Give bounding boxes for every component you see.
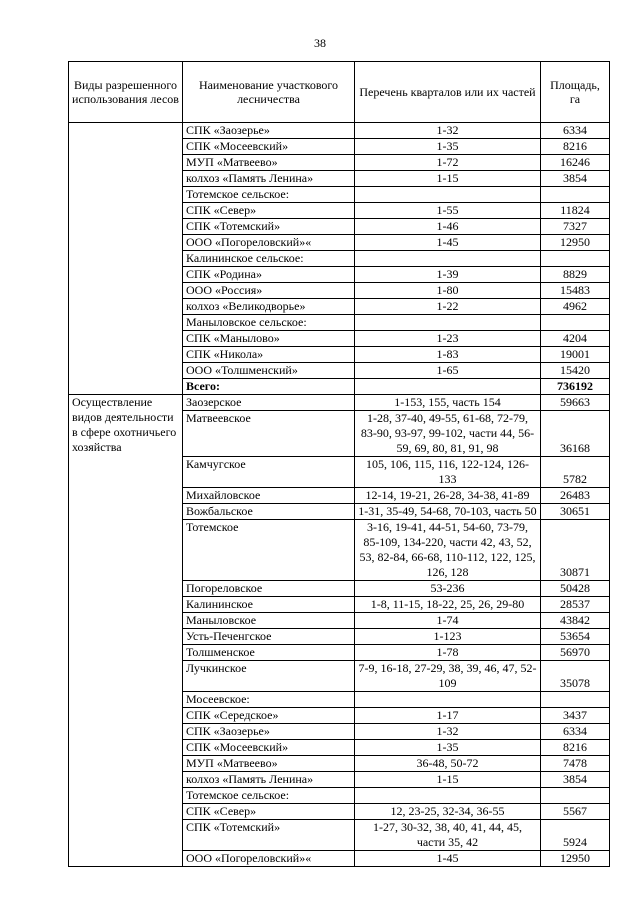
- forestry-name-cell: колхоз «Память Ленина»: [183, 171, 355, 187]
- forestry-name-cell: Маныловское: [183, 613, 355, 629]
- forestry-name-cell: СПК «Заозерье»: [183, 123, 355, 139]
- forestry-name-cell: Толшменское: [183, 645, 355, 661]
- quarters-cell: 1-72: [355, 155, 541, 171]
- forestry-name-cell: СПК «Никола»: [183, 347, 355, 363]
- quarters-cell: 7-9, 16-18, 27-29, 38, 39, 46, 47, 52-109: [355, 661, 541, 692]
- quarters-cell: 1-32: [355, 724, 541, 740]
- forestry-name-cell: Лучкинское: [183, 661, 355, 692]
- table-body: [69, 123, 610, 867]
- area-cell: 5924: [541, 820, 610, 851]
- forestry-name-cell: Маныловское сельское:: [183, 315, 355, 331]
- area-cell: 5567: [541, 804, 610, 820]
- forestry-name-cell: МУП «Матвеево»: [183, 756, 355, 772]
- forestry-name-cell: Погореловское: [183, 581, 355, 597]
- quarters-cell: 1-17: [355, 708, 541, 724]
- quarters-cell: 1-39: [355, 267, 541, 283]
- area-cell: 11824: [541, 203, 610, 219]
- forestry-name-cell: СПК «Тотемский»: [183, 820, 355, 851]
- quarters-cell: 1-55: [355, 203, 541, 219]
- quarters-cell: [355, 187, 541, 203]
- quarters-cell: 1-45: [355, 235, 541, 251]
- forestry-name-cell: СПК «Мосеевский»: [183, 139, 355, 155]
- forestry-name-cell: Матвеевское: [183, 411, 355, 457]
- forestry-name-cell: ООО «Погореловский»«: [183, 851, 355, 867]
- area-cell: [541, 187, 610, 203]
- area-cell: 56970: [541, 645, 610, 661]
- area-cell: 3854: [541, 171, 610, 187]
- area-cell: 16246: [541, 155, 610, 171]
- area-cell: 8216: [541, 740, 610, 756]
- quarters-cell: 1-46: [355, 219, 541, 235]
- forestry-name-cell: Тотемское сельское:: [183, 788, 355, 804]
- forestry-name-cell: ООО «Толшменский»: [183, 363, 355, 379]
- quarters-cell: 1-28, 37-40, 49-55, 61-68, 72-79, 83-90, 93-97, 99-102, части 44, 56-59, 69, 80, 81, 91, 98: [355, 411, 541, 457]
- forestry-name-cell: СПК «Мосеевский»: [183, 740, 355, 756]
- forest-use-table: [68, 61, 610, 867]
- header-row: [69, 62, 610, 123]
- area-cell: 26483: [541, 488, 610, 504]
- forestry-name-cell: Калининское сельское:: [183, 251, 355, 267]
- area-cell: 19001: [541, 347, 610, 363]
- use-type-cell: [69, 123, 183, 395]
- quarters-cell: 1-8, 11-15, 18-22, 25, 26, 29-80: [355, 597, 541, 613]
- area-cell: 35078: [541, 661, 610, 692]
- forestry-name-cell: колхоз «Память Ленина»: [183, 772, 355, 788]
- table-row: [69, 123, 610, 139]
- forestry-name-cell: Усть-Печенгское: [183, 629, 355, 645]
- forestry-name-cell: Заозерское: [183, 395, 355, 411]
- header-area: Площадь, га: [541, 62, 610, 123]
- forestry-name-cell: Тотемское сельское:: [183, 187, 355, 203]
- quarters-cell: 105, 106, 115, 116, 122-124, 126-133: [355, 457, 541, 488]
- quarters-cell: [355, 379, 541, 395]
- area-cell: 59663: [541, 395, 610, 411]
- quarters-cell: 1-80: [355, 283, 541, 299]
- quarters-cell: 1-65: [355, 363, 541, 379]
- area-cell: 4204: [541, 331, 610, 347]
- header-forestry-name: Наименование участкового лесничества: [183, 62, 355, 123]
- quarters-cell: 1-31, 35-49, 54-68, 70-103, часть 50: [355, 504, 541, 520]
- header-quarters: Перечень кварталов или их частей: [355, 62, 541, 123]
- forestry-name-cell: колхоз «Великодворье»: [183, 299, 355, 315]
- quarters-cell: 1-23: [355, 331, 541, 347]
- forestry-name-cell: СПК «Тотемский»: [183, 219, 355, 235]
- quarters-cell: 12, 23-25, 32-34, 36-55: [355, 804, 541, 820]
- area-cell: 4962: [541, 299, 610, 315]
- quarters-cell: 1-35: [355, 740, 541, 756]
- area-cell: 736192: [541, 379, 610, 395]
- area-cell: 15483: [541, 283, 610, 299]
- quarters-cell: [355, 315, 541, 331]
- area-cell: 15420: [541, 363, 610, 379]
- quarters-cell: [355, 788, 541, 804]
- area-cell: [541, 251, 610, 267]
- quarters-cell: 1-22: [355, 299, 541, 315]
- forestry-name-cell: Всего:: [183, 379, 355, 395]
- area-cell: 8216: [541, 139, 610, 155]
- forestry-name-cell: СПК «Север»: [183, 804, 355, 820]
- quarters-cell: 12-14, 19-21, 26-28, 34-38, 41-89: [355, 488, 541, 504]
- forestry-name-cell: СПК «Север»: [183, 203, 355, 219]
- forestry-name-cell: СПК «Середское»: [183, 708, 355, 724]
- quarters-cell: 1-15: [355, 171, 541, 187]
- area-cell: 12950: [541, 851, 610, 867]
- area-cell: 5782: [541, 457, 610, 488]
- area-cell: [541, 315, 610, 331]
- quarters-cell: 1-123: [355, 629, 541, 645]
- quarters-cell: 1-32: [355, 123, 541, 139]
- quarters-cell: 53-236: [355, 581, 541, 597]
- area-cell: 43842: [541, 613, 610, 629]
- forestry-name-cell: Калининское: [183, 597, 355, 613]
- area-cell: 6334: [541, 724, 610, 740]
- area-cell: 7327: [541, 219, 610, 235]
- area-cell: 30871: [541, 520, 610, 581]
- area-cell: 28537: [541, 597, 610, 613]
- area-cell: 50428: [541, 581, 610, 597]
- quarters-cell: 1-153, 155, часть 154: [355, 395, 541, 411]
- quarters-cell: 1-35: [355, 139, 541, 155]
- quarters-cell: 1-15: [355, 772, 541, 788]
- use-type-cell: Осуществление видов деятельности в сфере охотничьего хозяйства: [69, 395, 183, 867]
- area-cell: 6334: [541, 123, 610, 139]
- table-row: [69, 395, 610, 411]
- forestry-name-cell: Тотемское: [183, 520, 355, 581]
- quarters-cell: 1-45: [355, 851, 541, 867]
- area-cell: 3854: [541, 772, 610, 788]
- page-number: 38: [314, 36, 326, 50]
- forestry-name-cell: СПК «Родина»: [183, 267, 355, 283]
- area-cell: [541, 692, 610, 708]
- area-cell: 53654: [541, 629, 610, 645]
- forestry-name-cell: Михайловское: [183, 488, 355, 504]
- area-cell: 7478: [541, 756, 610, 772]
- area-cell: 3437: [541, 708, 610, 724]
- forestry-name-cell: СПК «Манылово»: [183, 331, 355, 347]
- forestry-name-cell: Мосеевское:: [183, 692, 355, 708]
- area-cell: 8829: [541, 267, 610, 283]
- area-cell: 12950: [541, 235, 610, 251]
- forestry-name-cell: СПК «Заозерье»: [183, 724, 355, 740]
- header-use-type: Виды разрешенного использования лесов: [69, 62, 183, 123]
- forestry-name-cell: ООО «Россия»: [183, 283, 355, 299]
- forestry-name-cell: Вожбальское: [183, 504, 355, 520]
- quarters-cell: 1-74: [355, 613, 541, 629]
- forestry-name-cell: ООО «Погореловский»«: [183, 235, 355, 251]
- quarters-cell: 1-78: [355, 645, 541, 661]
- area-cell: [541, 788, 610, 804]
- quarters-cell: [355, 251, 541, 267]
- area-cell: 36168: [541, 411, 610, 457]
- quarters-cell: [355, 692, 541, 708]
- quarters-cell: 1-27, 30-32, 38, 40, 41, 44, 45, части 35, 42: [355, 820, 541, 851]
- forestry-name-cell: МУП «Матвеево»: [183, 155, 355, 171]
- quarters-cell: 36-48, 50-72: [355, 756, 541, 772]
- area-cell: 30651: [541, 504, 610, 520]
- forestry-name-cell: Камчугское: [183, 457, 355, 488]
- quarters-cell: 1-83: [355, 347, 541, 363]
- quarters-cell: 3-16, 19-41, 44-51, 54-60, 73-79, 85-109, 134-220, части 42, 43, 52, 53, 82-84, 66-68, 110-112, 122, 125, 126, 128: [355, 520, 541, 581]
